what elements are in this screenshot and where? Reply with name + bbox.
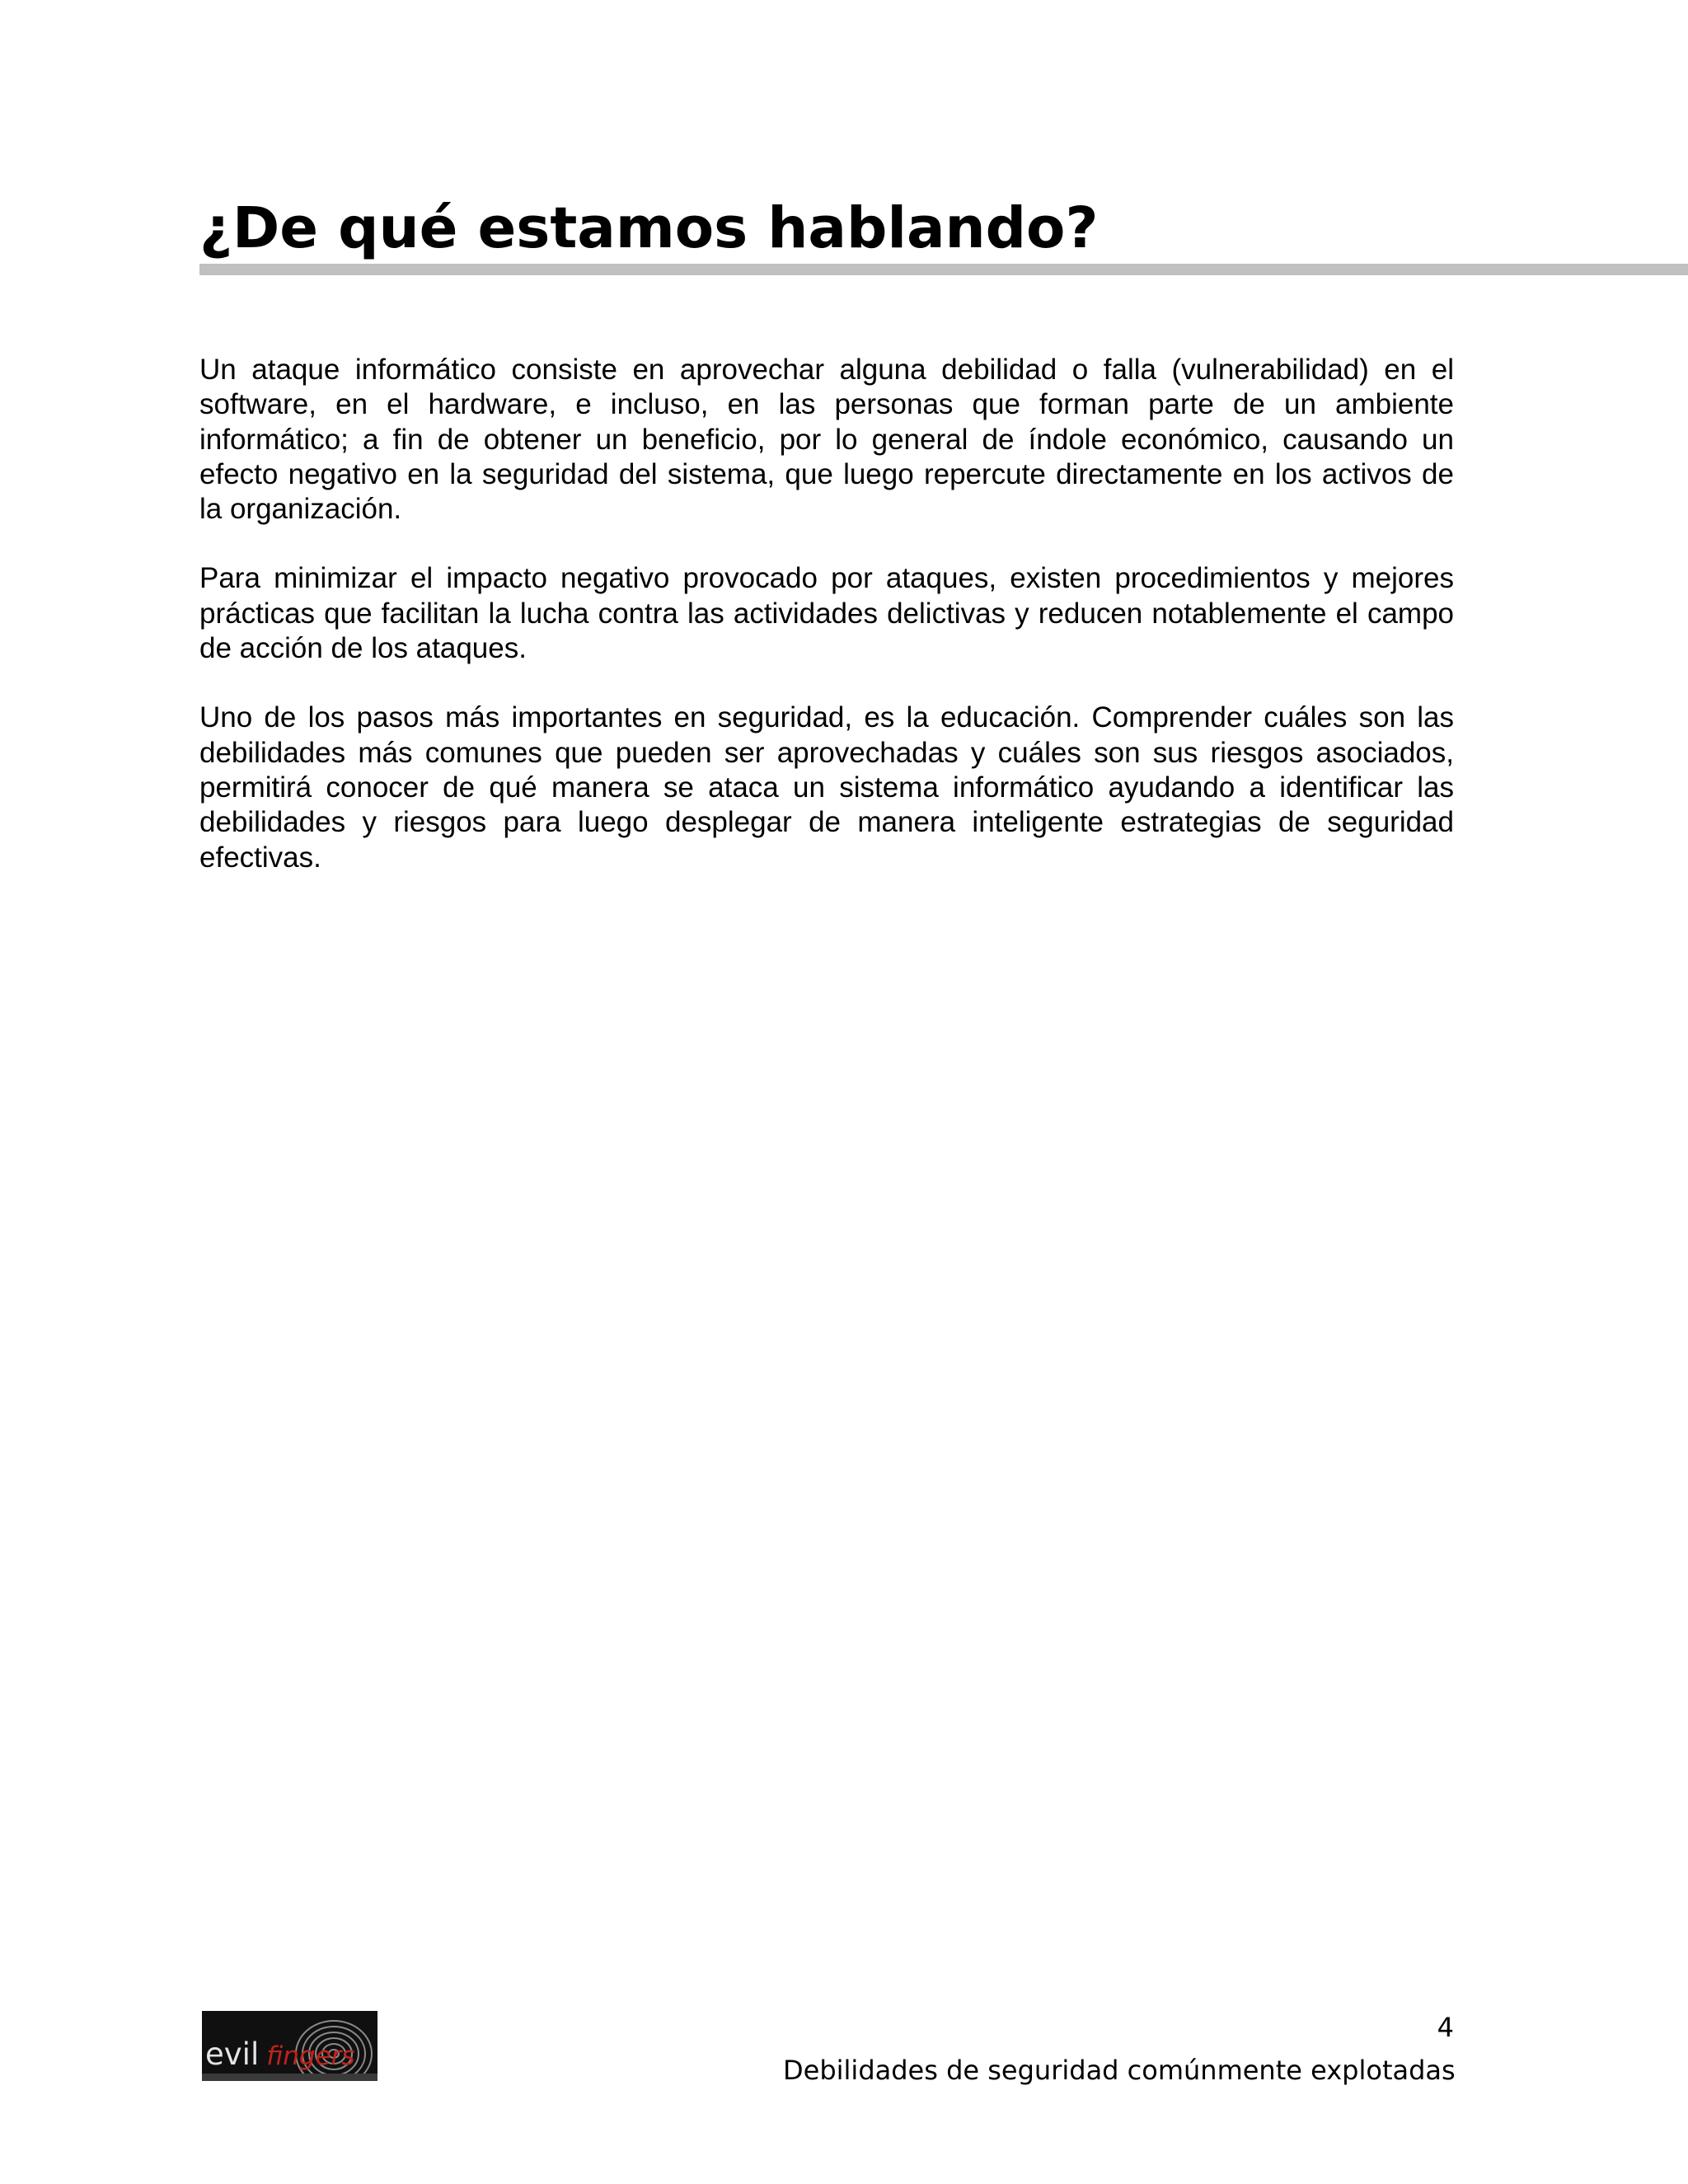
logo-word-evil: evil [205,2036,260,2072]
paragraph-3: Uno de los pasos más importantes en seguridad, es la educación. Comprender cuáles son las debilidades más comunes que pueden ser aprovechadas y cuáles son sus riesgos asociados, permitirá conocer de qué manera se ataca un sistema informático ayudando a identificar las debilidades y riesgos para luego desplegar de manera inteligente estrategias de seguridad efectivas. [199,701,1454,874]
paragraph-2: Para minimizar el impacto negativo provocado por ataques, existen procedimientos y mejores prácticas que facilitan la lucha contra las actividades delictivas y reducen notablemente el campo de acción de los ataques. [199,562,1454,665]
paragraph-1: Un ataque informático consiste en aprovechar alguna debilidad o falla (vulnerabilidad) en el software, en el hardware, e incluso, en las personas que forman parte de un ambiente informático; a fin de obtener un beneficio, por lo general de índole económico, causando un efecto negativo en la seguridad del sistema, que luego repercute directamente en los activos de la organización. [199,354,1454,526]
logo-word-fingers: fingers [266,2041,355,2071]
body-text [199,353,1454,910]
page-heading: ¿De qué estamos hablando? [199,195,1099,261]
footer-title: Debilidades de seguridad comúnmente explotadas [783,2055,1456,2086]
heading-rule [199,264,1688,275]
page-number: 4 [1437,2012,1454,2043]
evil-fingers-logo [202,2011,377,2081]
logo-underline [202,2074,377,2081]
logo-wordmark [205,2036,355,2074]
